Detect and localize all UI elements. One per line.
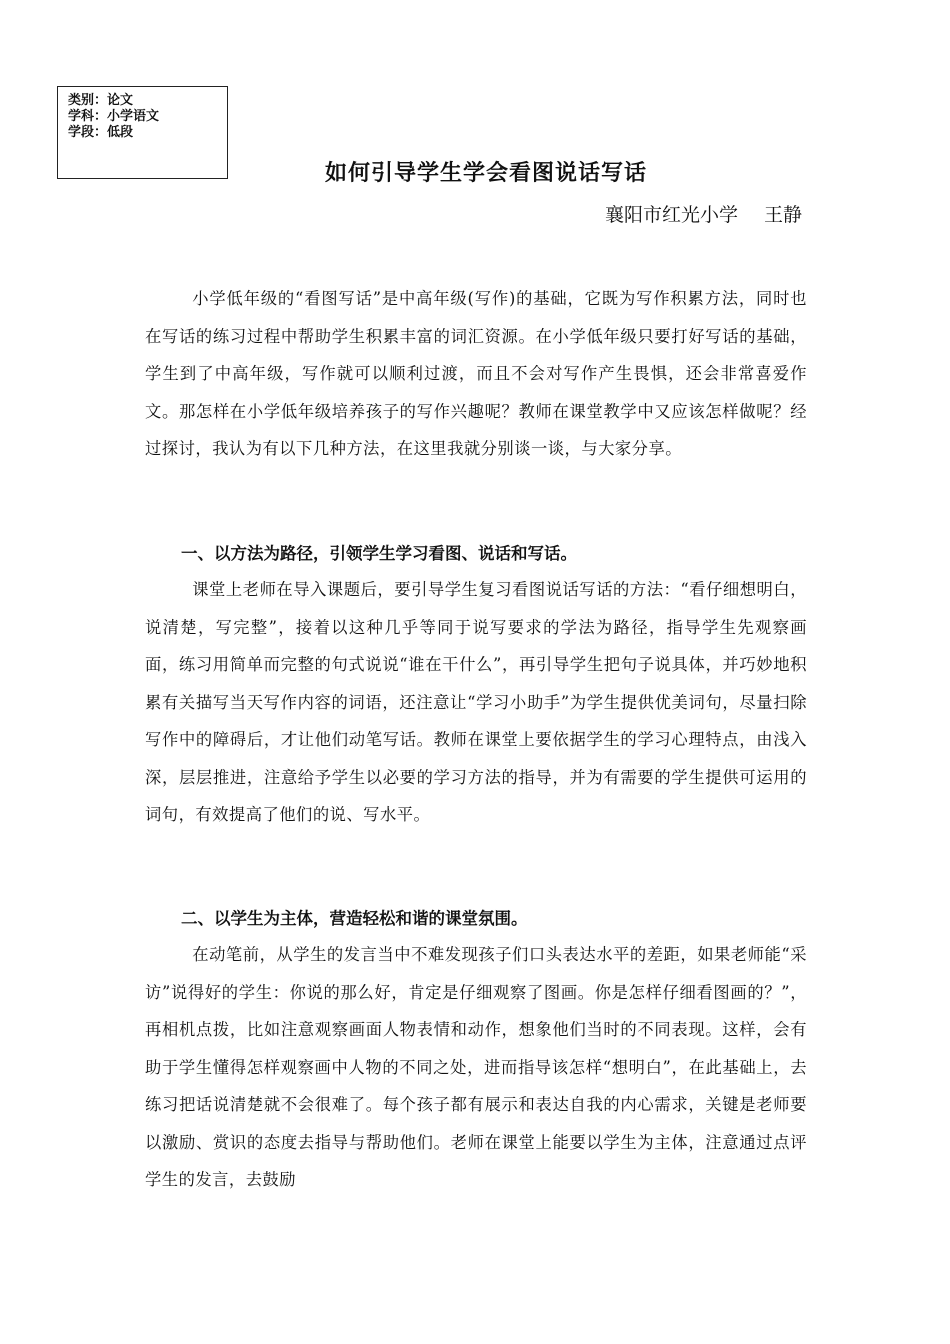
meta-subject: 学科：小学语文 [68,109,160,124]
section-2-paragraph: 在动笔前，从学生的发言当中不难发现孩子们口头表达水平的差距，如果老师能“采访”说得好的学生：你说的那么好，肯定是仔细观察了图画。你是怎样仔细看图画的？”，再相机点拨，比如注意观察画面人物表情和动作，想象他们当时的不同表现。这样，会有助于学生懂得怎样观察画中人物的不同之处，进而指导该怎样“想明白”，在此基础上，去练习把话说清楚就不会很难了。每个孩子都有展示和表达自我的内心需求，关键是老师要以激励、赏识的态度去指导与帮助他们。老师在课堂上能要以学生为主体，注意通过点评学生的发言，去鼓励 [145,945,807,1189]
section-1-paragraph-block [145,571,807,834]
intro-paragraph: 小学低年级的“看图写话”是中高年级(写作)的基础，它既为写作积累方法，同时也在写话的练习过程中帮助学生积累丰富的词汇资源。在小学低年级只要打好写话的基础，学生到了中高年级，写作就可以顺利过渡，而且不会对写作产生畏惧，还会非常喜爱作文。那怎样在小学低年级培养孩子的写作兴趣呢？教师在课堂教学中又应该怎样做呢？经过探讨，我认为有以下几种方法，在这里我就分别谈一谈，与大家分享。 [145,289,807,458]
author-name: 王静 [763,204,802,226]
page-title: 如何引导学生学会看图说话写话 [324,161,647,186]
section-2-paragraph-block [145,936,807,1199]
section-2-heading: 二、以学生为主体，营造轻松和谐的课堂氛围。 [181,909,528,928]
author-school: 襄阳市红光小学 [604,204,738,226]
section-1-paragraph: 课堂上老师在导入课题后，要引导学生复习看图说话写话的方法：“看仔细想明白，说清楚，写完整”，接着以这种几乎等同于说写要求的学法为路径，指导学生先观察画面，练习用简单而完整的句式说说“谁在干什么”，再引导学生把句子说具体，并巧妙地积累有关描写当天写作内容的词语，还注意让“学习小助手”为学生提供优美词句，尽量扫除写作中的障碍后，才让他们动笔写话。教师在课堂上要依据学生的学习心理特点，由浅入深，层层推进，注意给予学生以必要的学习方法的指导，并为有需要的学生提供可运用的词句，有效提高了他们的说、写水平。 [145,580,807,824]
section-1-heading: 一、以方法为路径，引领学生学习看图、说话和写话。 [181,544,577,563]
author-line [605,200,802,227]
meta-category: 类别：论文 [68,93,134,108]
meta-stage: 学段：低段 [68,125,134,140]
intro-paragraph-block [145,280,807,468]
